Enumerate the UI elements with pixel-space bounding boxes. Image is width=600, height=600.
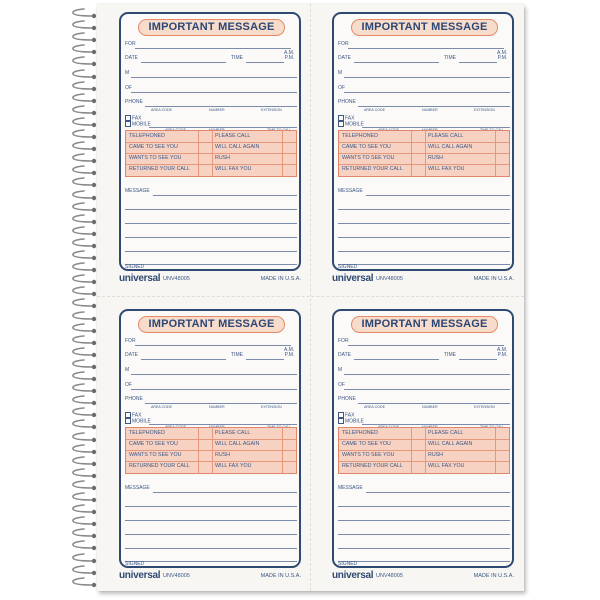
message-line[interactable] xyxy=(338,520,510,521)
number-caption: NUMBER xyxy=(209,405,225,409)
for-field[interactable] xyxy=(135,48,291,49)
date-field[interactable] xyxy=(354,62,439,63)
time-field[interactable] xyxy=(459,62,497,63)
signed-line[interactable] xyxy=(338,561,510,562)
date-field[interactable] xyxy=(141,62,226,63)
checklist-grid xyxy=(338,427,510,474)
checklist-row[interactable]: WANTS TO SEE YOU RUSH xyxy=(339,153,509,165)
checklist-row[interactable]: RETURNED YOUR CALL WILL FAX YOU xyxy=(129,463,252,469)
phone-label: PHONE xyxy=(125,99,143,105)
date-label: DATE xyxy=(125,352,138,358)
number-caption: NUMBER xyxy=(209,108,225,112)
m-label: M xyxy=(338,70,343,76)
message-line[interactable] xyxy=(338,251,510,252)
phone-label: PHONE xyxy=(338,99,356,105)
mobile-checkbox[interactable] xyxy=(125,418,131,424)
checklist-row[interactable]: RETURNED YOUR CALL WILL FAX YOU xyxy=(342,166,465,172)
brand-logo: universal xyxy=(332,273,374,284)
m-label: M xyxy=(125,70,130,76)
form-title: IMPORTANT MESSAGE xyxy=(351,316,498,333)
am-pm-label: A.M. P.M. xyxy=(497,347,508,358)
fax-option[interactable]: FAX xyxy=(338,412,354,418)
message-line[interactable] xyxy=(125,534,297,535)
message-line[interactable] xyxy=(125,548,297,549)
message-line[interactable] xyxy=(366,492,510,493)
am-pm-label: A.M. P.M. xyxy=(284,50,295,61)
m-field[interactable] xyxy=(131,374,297,375)
for-label: FOR xyxy=(338,338,349,344)
time-field[interactable] xyxy=(459,359,497,360)
for-label: FOR xyxy=(125,41,136,47)
time-label: TIME xyxy=(444,55,456,61)
for-label: FOR xyxy=(338,41,349,47)
area-code-caption: AREA CODE xyxy=(364,108,385,112)
extension-caption: EXTENSION xyxy=(261,405,282,409)
mobile-option[interactable]: MOBILE xyxy=(125,121,151,127)
time-field[interactable] xyxy=(246,62,284,63)
made-in-label: MADE IN U.S.A. xyxy=(260,276,301,282)
m-field[interactable] xyxy=(131,77,297,78)
checklist-row[interactable]: TELEPHONED PLEASE CALL xyxy=(339,131,509,143)
checklist-grid xyxy=(125,130,297,177)
message-line[interactable] xyxy=(125,237,297,238)
time-label: TIME xyxy=(231,55,243,61)
signed-line[interactable] xyxy=(338,264,510,265)
signed-label: SIGNED xyxy=(125,561,145,567)
extension-caption: EXTENSION xyxy=(474,405,495,409)
phone-label: PHONE xyxy=(125,396,143,402)
of-field[interactable] xyxy=(131,92,297,93)
made-in-label: MADE IN U.S.A. xyxy=(473,573,514,579)
am-pm-label: A.M. P.M. xyxy=(497,50,508,61)
sku-label: UNV48005 xyxy=(376,573,403,579)
signed-line[interactable] xyxy=(125,561,297,562)
area-code-caption: AREA CODE xyxy=(151,405,172,409)
made-in-label: MADE IN U.S.A. xyxy=(473,276,514,282)
signed-label: SIGNED xyxy=(338,264,358,270)
message-line[interactable] xyxy=(338,237,510,238)
phone-field[interactable] xyxy=(358,403,510,404)
signed-label: SIGNED xyxy=(125,264,145,270)
message-label: MESSAGE xyxy=(125,188,150,194)
message-slip-2 xyxy=(310,4,523,296)
of-field[interactable] xyxy=(344,389,510,390)
message-line[interactable] xyxy=(125,223,297,224)
of-label: OF xyxy=(125,85,132,91)
slip-footer xyxy=(332,273,514,285)
checklist-row[interactable]: TELEPHONED PLEASE CALL xyxy=(126,428,296,440)
date-field[interactable] xyxy=(141,359,226,360)
message-line[interactable] xyxy=(338,506,510,507)
slip-footer xyxy=(119,273,301,285)
number-caption: NUMBER xyxy=(422,108,438,112)
message-form xyxy=(119,12,301,271)
am-pm-label: A.M. P.M. xyxy=(284,347,295,358)
phone-field[interactable] xyxy=(145,106,297,107)
for-field[interactable] xyxy=(135,345,291,346)
signed-line[interactable] xyxy=(125,264,297,265)
sku-label: UNV48005 xyxy=(163,276,190,282)
for-field[interactable] xyxy=(348,345,504,346)
checklist-row[interactable]: CAME TO SEE YOU WILL CALL AGAIN xyxy=(339,142,509,154)
message-line[interactable] xyxy=(338,534,510,535)
mobile-option[interactable]: MOBILE xyxy=(338,418,364,424)
brand-logo: universal xyxy=(119,273,161,284)
area-code-caption: AREA CODE xyxy=(364,405,385,409)
mobile-checkbox[interactable] xyxy=(338,418,344,424)
checklist-row[interactable]: TELEPHONED PLEASE CALL xyxy=(126,131,296,143)
message-line[interactable] xyxy=(125,209,297,210)
checklist-row[interactable]: TELEPHONED PLEASE CALL xyxy=(339,428,509,440)
checklist-row[interactable]: CAME TO SEE YOU WILL CALL AGAIN xyxy=(339,439,509,451)
area-code-caption: AREA CODE xyxy=(151,108,172,112)
extension-caption: EXTENSION xyxy=(474,108,495,112)
mobile-option[interactable]: MOBILE xyxy=(338,121,364,127)
slip-footer xyxy=(119,570,301,582)
of-label: OF xyxy=(125,382,132,388)
brand-logo: universal xyxy=(332,570,374,581)
message-form xyxy=(119,309,301,568)
message-slip-1 xyxy=(97,4,310,296)
phone-field[interactable] xyxy=(358,106,510,107)
date-label: DATE xyxy=(125,55,138,61)
checklist-grid xyxy=(338,130,510,177)
date-label: DATE xyxy=(338,352,351,358)
phone-label: PHONE xyxy=(338,396,356,402)
mobile-checkbox[interactable] xyxy=(125,121,131,127)
form-title: IMPORTANT MESSAGE xyxy=(138,19,285,36)
message-line[interactable] xyxy=(338,548,510,549)
m-field[interactable] xyxy=(344,374,510,375)
m-label: M xyxy=(338,367,343,373)
checklist-row[interactable]: CAME TO SEE YOU WILL CALL AGAIN xyxy=(126,439,296,451)
time-label: TIME xyxy=(231,352,243,358)
time-field[interactable] xyxy=(246,359,284,360)
message-label: MESSAGE xyxy=(338,188,363,194)
message-form xyxy=(332,309,514,568)
message-line[interactable] xyxy=(125,251,297,252)
date-label: DATE xyxy=(338,55,351,61)
of-field[interactable] xyxy=(131,389,297,390)
checklist-grid xyxy=(125,427,297,474)
m-field[interactable] xyxy=(344,77,510,78)
message-line[interactable] xyxy=(338,209,510,210)
checklist-row[interactable]: WANTS TO SEE YOU RUSH xyxy=(126,153,296,165)
message-line[interactable] xyxy=(366,195,510,196)
message-form xyxy=(332,12,514,271)
checklist-row[interactable]: WANTS TO SEE YOU RUSH xyxy=(126,450,296,462)
signed-label: SIGNED xyxy=(338,561,358,567)
checklist-row[interactable]: RETURNED YOUR CALL WILL FAX YOU xyxy=(342,463,465,469)
message-line[interactable] xyxy=(153,492,297,493)
of-label: OF xyxy=(338,382,345,388)
message-label: MESSAGE xyxy=(338,485,363,491)
checklist-row[interactable]: WANTS TO SEE YOU RUSH xyxy=(339,450,509,462)
message-line[interactable] xyxy=(153,195,297,196)
date-field[interactable] xyxy=(354,359,439,360)
form-title: IMPORTANT MESSAGE xyxy=(351,19,498,36)
extension-caption: EXTENSION xyxy=(261,108,282,112)
number-caption: NUMBER xyxy=(422,405,438,409)
message-slip-4 xyxy=(310,301,523,593)
fax-option[interactable]: FAX xyxy=(125,412,141,418)
for-label: FOR xyxy=(125,338,136,344)
sku-label: UNV48005 xyxy=(163,573,190,579)
sku-label: UNV48005 xyxy=(376,276,403,282)
form-title: IMPORTANT MESSAGE xyxy=(138,316,285,333)
horizontal-perforation xyxy=(97,296,524,297)
phone-field[interactable] xyxy=(145,403,297,404)
m-label: M xyxy=(125,367,130,373)
fax-option[interactable]: FAX xyxy=(338,115,354,121)
for-field[interactable] xyxy=(348,48,504,49)
message-label: MESSAGE xyxy=(125,485,150,491)
fax-option[interactable]: FAX xyxy=(125,115,141,121)
checklist-row[interactable]: RETURNED YOUR CALL WILL FAX YOU xyxy=(129,166,252,172)
mobile-checkbox[interactable] xyxy=(338,121,344,127)
of-field[interactable] xyxy=(344,92,510,93)
of-label: OF xyxy=(338,85,345,91)
brand-logo: universal xyxy=(119,570,161,581)
message-slip-3 xyxy=(97,301,310,593)
mobile-option[interactable]: MOBILE xyxy=(125,418,151,424)
message-line[interactable] xyxy=(125,520,297,521)
slip-footer xyxy=(332,570,514,582)
message-line[interactable] xyxy=(125,506,297,507)
time-label: TIME xyxy=(444,352,456,358)
message-book-page xyxy=(97,4,524,591)
made-in-label: MADE IN U.S.A. xyxy=(260,573,301,579)
message-line[interactable] xyxy=(338,223,510,224)
checklist-row[interactable]: CAME TO SEE YOU WILL CALL AGAIN xyxy=(126,142,296,154)
